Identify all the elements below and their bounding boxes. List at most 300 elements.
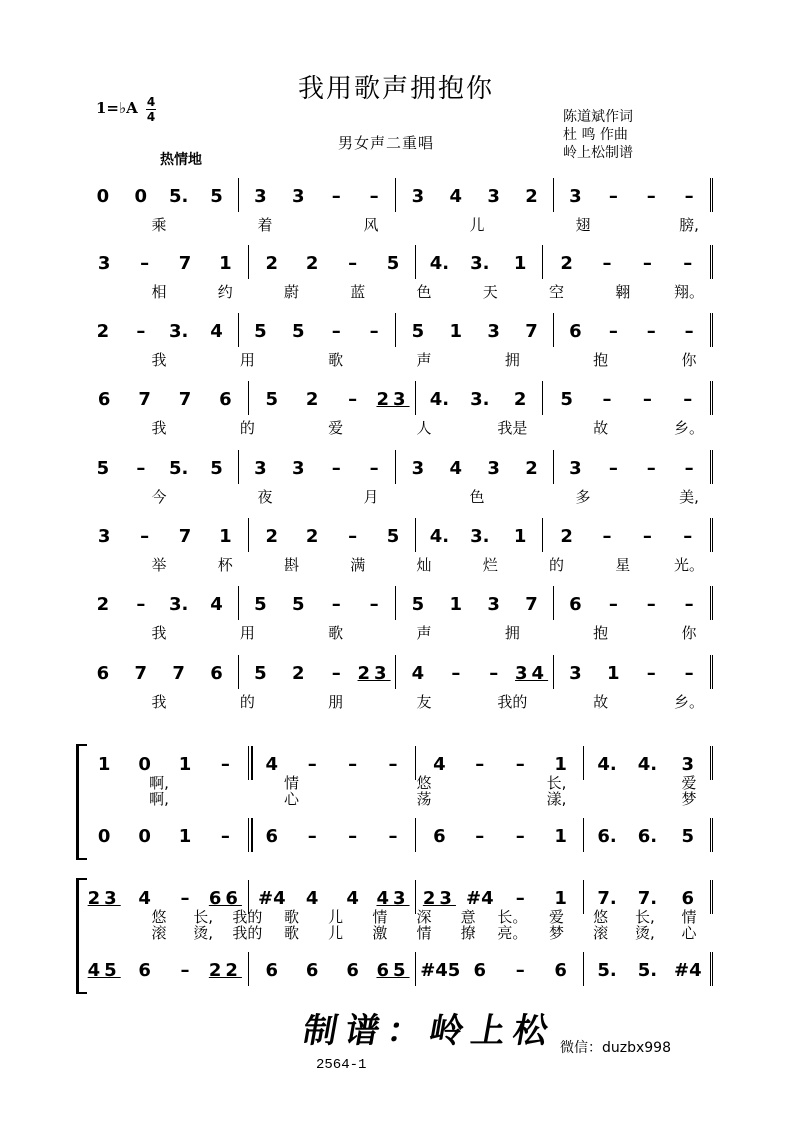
score-system [84, 576, 714, 654]
note: 3 [411, 458, 425, 479]
dash-note: – [515, 826, 525, 847]
system-bracket [76, 744, 87, 860]
note: 0 [138, 754, 151, 775]
lyric-syllable: 人 [416, 419, 432, 437]
note: 6 [265, 826, 279, 847]
note: 5 [292, 321, 305, 342]
lyric-syllable: 我 [151, 693, 167, 711]
barline [583, 818, 584, 852]
lyric-syllable: 友 [416, 693, 432, 711]
note: 3 [569, 458, 582, 479]
note: 6 [97, 389, 111, 410]
barline [553, 586, 554, 620]
dash-note: – [331, 321, 341, 342]
note: 5 [254, 663, 267, 684]
system-bracket [76, 878, 87, 994]
note: 1 [554, 754, 567, 775]
lyric-syllable: 故 [593, 419, 609, 437]
note: 0 [138, 826, 151, 847]
dash-note: – [475, 754, 485, 775]
dash-note: – [683, 526, 693, 547]
lyric-syllable: 滚 [151, 924, 167, 942]
note: 6 [554, 960, 567, 981]
time-signature-bottom: 4 [146, 110, 156, 124]
note: 7. [597, 888, 617, 909]
lyric-syllable: 爱 [328, 419, 344, 437]
dash-note: – [489, 663, 499, 684]
barline [395, 313, 396, 347]
note: 4 [449, 186, 463, 207]
lyric-syllable: 梦 [548, 924, 564, 942]
credit-composer: 杜 鸣 作曲 [563, 127, 628, 143]
lyric-syllable: 歌 [283, 908, 299, 926]
note: 1 [178, 826, 192, 847]
barline [553, 655, 554, 689]
lyric-syllable: 心 [681, 924, 697, 942]
notation-row [84, 371, 744, 417]
lyric-syllable: 意 [460, 908, 476, 926]
barline [395, 178, 396, 212]
end-barline [712, 313, 713, 347]
lyric-syllable: 乡。 [673, 693, 704, 711]
note: 5 [254, 321, 267, 342]
end-barline [712, 178, 713, 212]
lyric-syllable: 翅 [575, 216, 591, 234]
dash-note: – [136, 321, 146, 342]
dash-note: – [642, 389, 652, 410]
lyric-syllable: 满 [350, 556, 366, 574]
dash-note: – [220, 754, 230, 775]
note: #4 [258, 888, 286, 909]
lyric-syllable: 故 [593, 693, 609, 711]
lyric-syllable: 色 [416, 283, 432, 301]
notation-row [84, 303, 744, 349]
barline [710, 655, 711, 689]
note: 23 [422, 888, 456, 909]
note: 5. [169, 458, 189, 479]
dash-note: – [515, 960, 525, 981]
end-barline [712, 586, 713, 620]
note: 4 [210, 594, 223, 615]
barline [710, 746, 711, 780]
note: 3 [569, 663, 582, 684]
lyric-syllable: 梦 [681, 790, 697, 808]
dash-note: – [608, 458, 618, 479]
notation-row [84, 645, 744, 691]
end-barline [712, 655, 713, 689]
note: 43 [376, 888, 410, 909]
note: 2 [292, 663, 305, 684]
note: 2 [305, 526, 319, 547]
barline [248, 245, 249, 279]
barline [415, 381, 416, 415]
barline [710, 518, 711, 552]
lyric-syllable: 举 [151, 556, 167, 574]
end-barline [712, 818, 713, 852]
note: 5 [681, 826, 695, 847]
note: 2 [96, 594, 110, 615]
dash-note: – [388, 754, 398, 775]
note: 5. [597, 960, 617, 981]
barline [710, 381, 711, 415]
end-barline [712, 381, 713, 415]
note: 5 [254, 594, 267, 615]
dash-note: – [646, 663, 656, 684]
note: 2 [525, 458, 538, 479]
note: 4. [597, 754, 617, 775]
note: 4 [210, 321, 223, 342]
note: 7 [525, 321, 538, 342]
dash-note: – [369, 594, 379, 615]
lyric-syllable: 儿 [328, 908, 344, 926]
lyric-syllable: 歌 [328, 624, 344, 642]
lyric-syllable: 儿 [328, 924, 344, 942]
lyric-syllable: 约 [217, 283, 233, 301]
dash-note: – [331, 186, 341, 207]
lyric-syllable: 声 [416, 624, 432, 642]
note: 4 [433, 754, 446, 775]
dash-note: – [515, 754, 525, 775]
note: 3. [470, 389, 490, 410]
dash-note: – [307, 826, 317, 847]
lyric-syllable: 悠 [416, 774, 432, 792]
note: 6 [138, 960, 151, 981]
key-signature: 1=♭A [96, 99, 138, 117]
barline [395, 586, 396, 620]
note: 2 [305, 253, 319, 274]
lyric-syllable: 夜 [257, 488, 273, 506]
note: 6 [473, 960, 487, 981]
dash-note: – [646, 321, 656, 342]
note: 23 [87, 888, 121, 909]
lyric-syllable: 你 [681, 624, 697, 642]
credit-lyricist: 陈道斌作词 [563, 109, 633, 125]
dash-note: – [388, 826, 398, 847]
end-barline [712, 518, 713, 552]
dash-note: – [136, 458, 146, 479]
barline [542, 381, 543, 415]
barline [238, 178, 239, 212]
dash-note: – [646, 458, 656, 479]
score-system [84, 371, 714, 449]
lyric-syllable: 声 [416, 351, 432, 369]
dash-note: – [602, 253, 612, 274]
barline [248, 381, 249, 415]
note: 0 [96, 186, 110, 207]
lyric-syllable: 歌 [328, 351, 344, 369]
lyric-syllable: 乘 [151, 216, 167, 234]
lyric-syllable: 你 [681, 351, 697, 369]
note: 2 [265, 253, 279, 274]
notation-row [84, 168, 744, 214]
barline [415, 245, 416, 279]
barline [238, 450, 239, 484]
lyric-syllable: 长, [193, 908, 214, 926]
note: #4 [466, 888, 494, 909]
barline [238, 313, 239, 347]
barline [710, 245, 711, 279]
note: 4. [429, 389, 450, 410]
page-number: 2564-1 [316, 1057, 367, 1073]
dash-note: – [140, 526, 150, 547]
note: 7 [138, 389, 151, 410]
barline [415, 518, 416, 552]
note: 6 [346, 960, 359, 981]
lyric-syllable: 滚 [593, 924, 609, 942]
lyric-syllable: 风 [363, 216, 379, 234]
lyric-syllable: 深 [416, 908, 432, 926]
lyric-syllable: 我 [151, 624, 167, 642]
lyric-syllable: 拥 [504, 624, 520, 642]
dash-note: – [180, 960, 190, 981]
lyric-syllable: 翔。 [673, 283, 704, 301]
note: 3 [411, 186, 425, 207]
dash-note: – [646, 594, 656, 615]
duet-system [84, 736, 714, 856]
lyric-syllable: 荡 [416, 790, 432, 808]
barline [710, 818, 711, 852]
barline [542, 518, 543, 552]
note: 6 [569, 594, 582, 615]
lyric-syllable: 蔚 [283, 283, 299, 301]
note: 3 [569, 186, 582, 207]
note: 1 [219, 253, 232, 274]
note: 1 [554, 826, 567, 847]
lyric-syllable: 爱 [681, 774, 697, 792]
lyric-syllable: 我 [151, 351, 167, 369]
lyric-syllable: 的 [239, 419, 255, 437]
note: 1 [513, 253, 527, 274]
lyric-syllable: 心 [283, 790, 299, 808]
dash-note: – [515, 888, 525, 909]
note: 3. [470, 526, 490, 547]
barline [710, 450, 711, 484]
lyric-syllable: 美, [679, 488, 699, 506]
dash-note: – [684, 186, 694, 207]
note: 3 [681, 754, 695, 775]
lyric-syllable: 烫, [634, 924, 655, 942]
lyric-syllable: 我 [151, 419, 167, 437]
lyric-syllable: 今 [151, 488, 167, 506]
lyric-syllable: 我的 [232, 908, 263, 926]
note: 4 [449, 458, 463, 479]
lyric-syllable: 灿 [416, 556, 432, 574]
barline [583, 952, 584, 986]
note: 3 [487, 186, 500, 207]
note: 4 [305, 888, 319, 909]
note: 4 [138, 888, 151, 909]
note: 3 [487, 594, 500, 615]
lyric-syllable: 抱 [593, 624, 609, 642]
lyric-syllable: 月 [363, 488, 379, 506]
lyric-syllable: 天 [482, 283, 498, 301]
dash-note: – [348, 253, 358, 274]
end-barline [712, 450, 713, 484]
dash-note: – [684, 458, 694, 479]
dash-note: – [683, 389, 693, 410]
barline [415, 818, 416, 852]
lyric-syllable: 悠 [593, 908, 609, 926]
score-system [84, 303, 714, 381]
lyric-syllable: 长, [546, 774, 567, 792]
note: 5 [386, 526, 400, 547]
note: 7 [178, 389, 192, 410]
notation-row [84, 440, 744, 486]
note: 22 [208, 960, 242, 981]
note: 4. [429, 526, 450, 547]
note: 5. [637, 960, 658, 981]
credit-arranger: 岭上松制谱 [563, 145, 633, 161]
barline [710, 178, 711, 212]
notation-row [84, 576, 744, 622]
barline [395, 450, 396, 484]
notation-row [84, 942, 744, 988]
note: 3. [470, 253, 490, 274]
lyric-syllable: 斟 [283, 556, 299, 574]
note: 6 [305, 960, 319, 981]
note: 5 [560, 389, 573, 410]
note: 6 [681, 888, 695, 909]
arranger-stamp: 制谱：岭上松 [299, 1011, 559, 1051]
note: 3 [292, 458, 305, 479]
subtitle: 男女声二重唱 [338, 134, 435, 152]
lyric-syllable: 悠 [151, 908, 167, 926]
duet-system [84, 870, 714, 990]
note: 65 [376, 960, 410, 981]
note: #4 [674, 960, 702, 981]
lyric-syllable: 激 [372, 924, 388, 942]
note: 4. [637, 754, 658, 775]
wechat-contact: 微信：duzbx998 [560, 1040, 672, 1056]
score-system [84, 440, 714, 518]
note: 0 [134, 186, 148, 207]
lyric-syllable: 情 [372, 908, 388, 926]
dash-note: – [220, 826, 230, 847]
barline [238, 655, 239, 689]
lyric-syllable: 啊, [149, 774, 169, 792]
barline [553, 450, 554, 484]
barline [710, 952, 711, 986]
end-barline [712, 746, 713, 780]
note: 1 [554, 888, 567, 909]
lyric-syllable: 撩 [460, 924, 476, 942]
lyric-syllable: 歌 [283, 924, 299, 942]
dash-note: – [307, 754, 317, 775]
score-system [84, 508, 714, 586]
note: 5 [210, 186, 223, 207]
note: 23 [357, 663, 391, 684]
repeat-barline [248, 746, 249, 780]
note: 5 [386, 253, 400, 274]
lyric-syllable: 乡。 [673, 419, 704, 437]
notation-row [84, 808, 744, 854]
note: 3 [97, 253, 111, 274]
note: 1 [607, 663, 620, 684]
lyric-syllable: 光。 [673, 556, 704, 574]
dash-note: – [602, 389, 612, 410]
note: 6 [569, 321, 582, 342]
dash-note: – [140, 253, 150, 274]
dash-note: – [369, 186, 379, 207]
end-barline [712, 952, 713, 986]
note: 4 [265, 754, 279, 775]
note: 3. [169, 594, 189, 615]
barline [583, 746, 584, 780]
barline [553, 313, 554, 347]
note: 4 [346, 888, 359, 909]
dash-note: – [369, 458, 379, 479]
dash-note: – [136, 594, 146, 615]
barline [248, 952, 249, 986]
barline [248, 518, 249, 552]
score-system [84, 645, 714, 723]
lyric-syllable: 儿 [469, 216, 485, 234]
lyric-syllable: 用 [239, 624, 255, 642]
credits [563, 108, 633, 162]
lyric-syllable: 星 [615, 556, 631, 574]
lyric-syllable: 漾, [546, 790, 567, 808]
note: 6 [265, 960, 279, 981]
lyric-syllable: 朋 [328, 693, 344, 711]
note: #45 [420, 960, 461, 981]
lyric-syllable: 情 [283, 774, 299, 792]
dash-note: – [642, 253, 652, 274]
note: 1 [219, 526, 232, 547]
dash-note: – [684, 321, 694, 342]
note: 3 [97, 526, 111, 547]
lyric-syllable: 爱 [548, 908, 564, 926]
end-barline [712, 880, 713, 914]
note: 1 [449, 321, 463, 342]
tempo-marking: 热情地 [160, 152, 202, 168]
lyric-syllable: 烂 [482, 556, 498, 574]
note: 23 [376, 389, 410, 410]
lyric-syllable: 我的 [497, 693, 528, 711]
lyric-syllable: 情 [681, 908, 697, 926]
lyric-syllable: 空 [548, 283, 564, 301]
lyric-syllable: 亮。 [497, 924, 528, 942]
note: 66 [208, 888, 242, 909]
dash-note: – [331, 663, 341, 684]
lyric-syllable: 膀, [679, 216, 699, 234]
lyric-syllable: 拥 [504, 351, 520, 369]
note: 5 [292, 594, 305, 615]
note: 3 [487, 321, 500, 342]
note: 3 [254, 186, 267, 207]
note: 1 [513, 526, 527, 547]
note: 3 [292, 186, 305, 207]
dash-note: – [348, 526, 358, 547]
dash-note: – [348, 389, 358, 410]
note: 34 [515, 663, 549, 684]
barline [415, 952, 416, 986]
dash-note: – [451, 663, 461, 684]
note: 2 [560, 253, 573, 274]
page-title: 我用歌声拥抱你 [297, 74, 494, 104]
barline [238, 586, 239, 620]
lyric-syllable: 情 [416, 924, 432, 942]
note: 6 [96, 663, 110, 684]
note: 5 [210, 458, 223, 479]
note: 3. [169, 321, 189, 342]
lyric-syllable: 我是 [497, 419, 528, 437]
note: 7 [178, 526, 192, 547]
lyric-syllable: 烫, [193, 924, 214, 942]
note: 7 [525, 594, 538, 615]
end-barline [712, 245, 713, 279]
lyric-syllable: 相 [151, 283, 167, 301]
time-signature-top: 4 [146, 95, 156, 109]
